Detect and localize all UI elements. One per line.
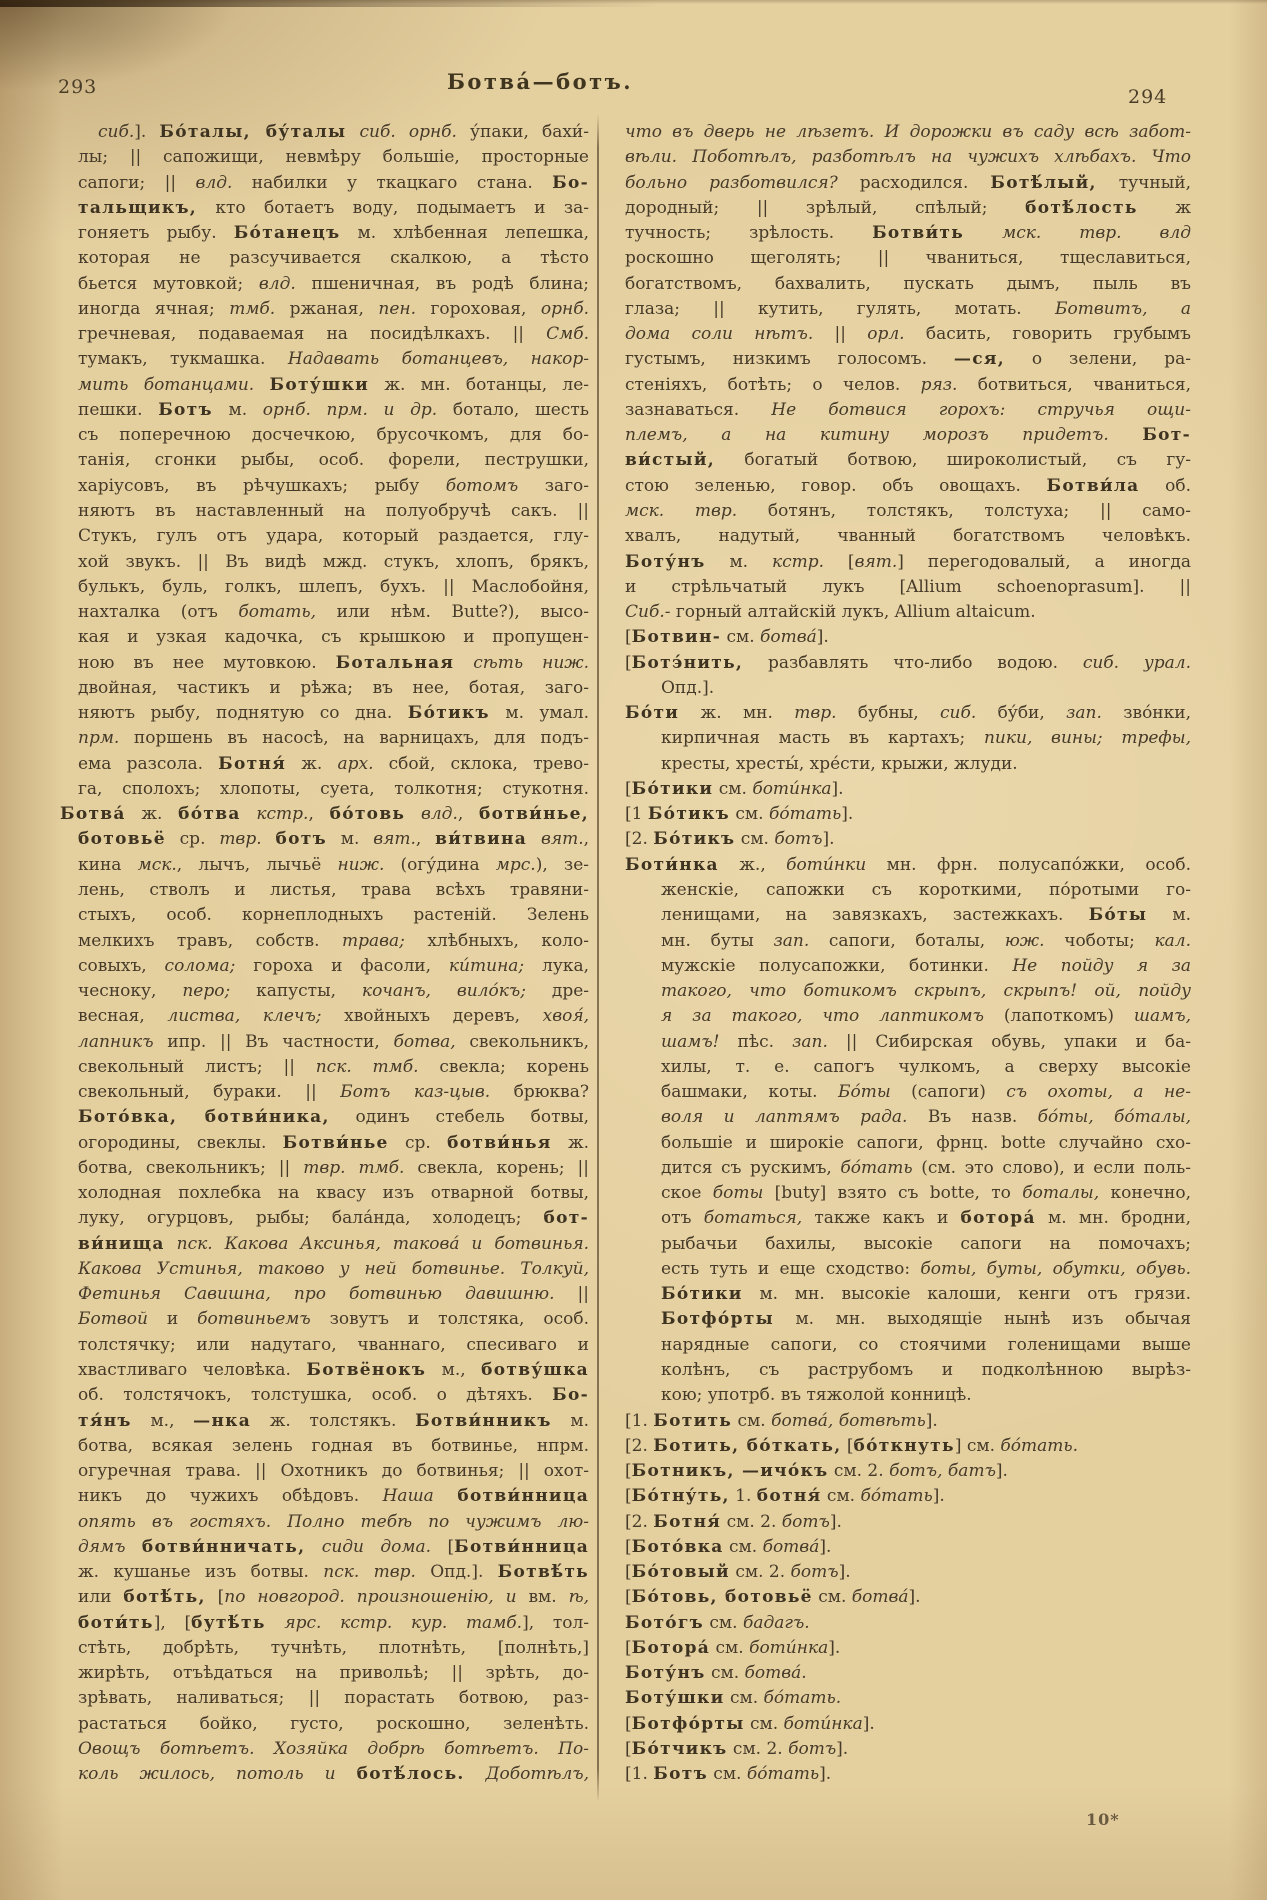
text-line: рыбачьи бахилы, высокіе сапоги на помочахъ; xyxy=(661,1233,1191,1254)
text-line: [Ботфо́рты см. боти́нка]. xyxy=(625,1713,875,1734)
text-line: [1. Ботъ см. бо́тать]. xyxy=(625,1764,832,1785)
text-line: Ботва́ ж. бо́тва кстр., бо́товь влд., ботви́нье, xyxy=(60,804,589,825)
text-line: дится съ рускимъ, бо́тать (см. это слово), и если поль- xyxy=(661,1157,1191,1178)
text-line: [Бото́вка см. ботва́]. xyxy=(625,1536,832,1557)
text-line: мн. буты зап. сапоги, боталы, юж. чоботы; кал. xyxy=(661,930,1191,951)
text-line: Ботфо́рты м. мн. выходящіе нынѣ изъ обычая xyxy=(661,1309,1191,1330)
text-line: Бо́ти ж. мн. твр. бубны, сиб. бу́би, зап. зво́нки, xyxy=(625,703,1191,724)
text-line: кою; употрб. въ тяжолой конницѣ. xyxy=(661,1385,972,1406)
text-line: кирпичная масть въ картахъ; пики, вины; трефы, xyxy=(661,728,1191,749)
text-line: об. толстячокъ, толстушка, особ. о дѣтяхъ. Бо- xyxy=(78,1385,589,1406)
text-line: тумакъ, тукмашка. Надавать ботанцевъ, накор- xyxy=(78,349,589,370)
text-line: зрѣвать, наливаться; || порастать ботвою, раз- xyxy=(78,1688,589,1709)
text-line: холодная похлебка на квасу изъ отварной ботвы, xyxy=(78,1183,589,1204)
column-divider-rule xyxy=(597,114,599,1802)
text-line: прм. поршень въ насосѣ, на варницахъ, для подъ- xyxy=(78,728,589,749)
text-line: танія, сгонки рыбы, особ. форели, пеструшки, xyxy=(78,450,589,471)
text-line: свекольный, бураки. || Ботъ каз-цыв. брюква? xyxy=(78,1082,589,1103)
text-line: Боту́нъ м. кстр. [вят.] перегодовалый, а иногда xyxy=(625,551,1191,572)
scan-edge-shade xyxy=(0,0,1267,4)
text-line: нарядные сапоги, со стоячими голенищами выше xyxy=(661,1334,1191,1355)
text-line: ви́стый, богатый ботвою, широколистый, съ гу- xyxy=(625,450,1191,471)
text-line: свекольный листъ; || пск. тмб. свекла; корень xyxy=(78,1056,589,1077)
text-line: никъ до чужихъ обѣдовъ. Наша ботви́нница xyxy=(78,1486,589,1507)
text-line: [2. Ботня́ см. 2. ботъ]. xyxy=(625,1511,842,1532)
text-line: Какова Устинья, таково у ней ботвинье. Толкуй, xyxy=(78,1258,589,1279)
right-column xyxy=(625,120,1191,1788)
text-line: вѣли. Поботѣлъ, разботѣлъ на чужихъ хлѣбахъ. Что xyxy=(625,147,1191,168)
text-line: растаться бойко, густо, роскошно, зеленѣть. xyxy=(78,1713,589,1734)
text-line: шамъ! пѣс. зап. || Сибирская обувь, упаки и ба- xyxy=(661,1031,1191,1052)
text-line: тучность; зрѣлость. Ботви́ть мск. твр. влд xyxy=(625,223,1191,244)
text-line: тя́нъ м., —нка ж. толстякъ. Ботви́нникъ м. xyxy=(78,1410,589,1431)
text-line: ема разсола. Ботня́ ж. арх. сбой, склока, трево- xyxy=(78,753,589,774)
text-line: хвастливаго человѣка. Ботвёнокъ м., ботву́шка xyxy=(78,1360,589,1381)
text-line: [2. Ботить, бо́ткать, [бо́ткнуть] см. бо́тать. xyxy=(625,1435,1079,1456)
text-line: совыхъ, солома; гороха и фасоли, ки́тина; лука, xyxy=(78,955,589,976)
text-line: [Ботэ́нить, разбавлять что-либо водою. сиб. урал. xyxy=(625,652,1191,673)
text-line: мужскіе полусапожки, ботинки. Не пойду я за xyxy=(661,955,1191,976)
text-line: Боти́нка ж., боти́нки мн. фрн. полусапо́жки, особ. xyxy=(625,854,1191,875)
text-line: га, сполохъ; хлопоты, суета, толкотня; стукотня. xyxy=(78,778,589,799)
text-line: Овощъ ботѣетъ. Хозяйка добрѣ ботѣетъ. По- xyxy=(78,1739,589,1759)
text-line: дородный; || зрѣлый, спѣлый; ботѣ́лость ж xyxy=(625,197,1191,218)
text-line: стеніяхъ, ботѣть; о челов. ряз. ботвиться, чваниться, xyxy=(625,374,1191,395)
text-line: племъ, а на китину морозъ придетъ. Бот- xyxy=(625,425,1191,446)
text-line: весная, листва, клечъ; хвойныхъ деревъ, хвоя́, xyxy=(78,1006,589,1027)
text-line: я за такого, что лаптикомъ (лапоткомъ) шамъ, xyxy=(661,1006,1191,1027)
text-line: [2. Бо́тикъ см. ботъ]. xyxy=(625,829,835,850)
text-line: Боту́шки см. бо́тать. xyxy=(625,1688,842,1709)
text-line: [Ботникъ, —ичо́къ см. 2. ботъ, батъ]. xyxy=(625,1461,1008,1482)
text-line: Ботвой и ботвиньемъ зовутъ и толстяка, особ. xyxy=(78,1309,589,1330)
text-line: ботва, свекольникъ; || твр. тмб. свекла, корень; || xyxy=(78,1157,589,1178)
text-line: роскошно щеголять; || чваниться, тщеславиться, xyxy=(625,248,1191,269)
text-line: толстячку; или надутаго, чваннаго, спесиваго и xyxy=(78,1334,589,1355)
text-line: боти́ть], [бутѣ́ть ярс. кстр. кур. тамб.], тол- xyxy=(78,1612,589,1633)
text-line: больно разботвился? расходился. Ботѣ́лый, тучный, xyxy=(625,172,1191,193)
text-line: богатствомъ, бахвалить, пускать дымъ, пыль въ xyxy=(625,273,1191,294)
text-line: пешки. Ботъ м. орнб. прм. и др. ботало, шесть xyxy=(78,399,589,420)
text-line: которая не разсучивается скалкою, а тѣсто xyxy=(78,248,589,269)
text-line: огуречная трава. || Охотникъ до ботвинья; || охот- xyxy=(78,1461,589,1482)
running-head-title: Ботва́—ботъ. xyxy=(446,69,634,94)
text-line: или ботѣ́ть, [по новгород. произношенію, и вм. ѣ, xyxy=(78,1587,589,1608)
text-line: коль жилось, потоль и ботѣ́лось. Доботѣлъ, xyxy=(78,1764,589,1785)
text-line: харіусовъ, въ рѣчушкахъ; рыбу ботомъ заго- xyxy=(78,475,589,496)
text-line: отъ ботаться, также какъ и ботора́ м. мн. бродни, xyxy=(661,1208,1191,1229)
printer-signature-mark: 10* xyxy=(1086,1810,1120,1829)
text-line: стѣть, добрѣть, тучнѣть, плотнѣть, [полнѣть,] xyxy=(78,1637,589,1658)
text-line: двойная, частикъ и рѣжа; въ нее, ботая, заго- xyxy=(78,677,589,698)
text-line: сиб.]. Бо́талы, бу́талы сиб. орнб. у́паки, бахи́- xyxy=(98,122,589,142)
text-line: кая и узкая кадочка, съ крышкою и пропущен- xyxy=(78,627,589,648)
text-line: опять въ гостяхъ. Полно тебѣ по чужимъ лю- xyxy=(78,1511,589,1532)
text-line: стою зеленью, говор. объ овощахъ. Ботви́ла об. xyxy=(625,475,1191,496)
text-line: [Бо́товый см. 2. ботъ]. xyxy=(625,1562,851,1583)
text-line: есть туть и еще сходство: боты, буты, обутки, обувь. xyxy=(661,1258,1191,1279)
text-line: [Бо́тики см. боти́нка]. xyxy=(625,778,844,799)
text-line: Стукъ, гулъ отъ удара, который раздается, глу- xyxy=(78,526,589,547)
text-line: кина мск., лычъ, лычьё ниж. (огу́дина мрс.), зе- xyxy=(78,854,589,875)
text-line: [Бо́товь, ботовьё см. ботва́]. xyxy=(625,1587,921,1608)
text-line: сапоги; || влд. набилки у ткацкаго стана. Бо- xyxy=(78,172,589,193)
text-line: дямъ ботви́нничать, сиди дома. [Ботви́нница xyxy=(78,1536,589,1557)
text-line: гречневая, подаваемая на посидѣлкахъ. || Смб. xyxy=(78,324,589,345)
text-line: мск. твр. ботянъ, толстякъ, толстуха; || само- xyxy=(625,500,1191,521)
text-line: дома соли нѣтъ. || орл. басить, говорить грубымъ xyxy=(625,324,1191,345)
text-line: тальщикъ, кто ботаетъ воду, подымаетъ и за- xyxy=(78,197,589,218)
text-line: кресты, хресты́, хре́сти, крыжи, жлуди. xyxy=(661,753,1018,774)
page-number-left: 293 xyxy=(58,76,98,98)
text-line: ботовьё ср. твр. ботъ м. вят., ви́твина вят., xyxy=(78,829,589,850)
text-line: ною въ нее мутовкою. Ботальная сѣть ниж. xyxy=(78,652,589,673)
text-line: луку, огурцовъ, рыбы; бала́нда, холодецъ; бот- xyxy=(78,1208,589,1229)
text-line: [Ботора́ см. боти́нка]. xyxy=(625,1637,841,1658)
text-line: воля и лаптямъ рада. Въ назв. бо́ты, бо́талы, xyxy=(661,1107,1191,1128)
text-line: ви́нища пск. Какова Аксинья, такова́ и ботвинья. xyxy=(78,1233,589,1254)
text-line: Сиб.- горный алтайскій лукъ, Allium altaicum. xyxy=(625,602,1036,623)
text-line: съ поперечною досчечкою, брусочкомъ, для бо- xyxy=(78,425,589,446)
text-line: хилы, т. е. сапогъ чулкомъ, а сверху высокіе xyxy=(661,1056,1191,1077)
text-line: башмаки, коты. Бо́ты (сапоги) съ охоты, а не- xyxy=(661,1082,1191,1103)
text-line: бьется мутовкой; влд. пшеничная, въ родѣ блина; xyxy=(78,273,589,294)
text-line: ленищами, на завязкахъ, застежкахъ. Бо́ты м. xyxy=(661,905,1191,926)
text-line: большіе и широкіе сапоги, фрнц. botte случайно схо- xyxy=(661,1132,1191,1153)
text-line: чесноку, перо; капусты, кочанъ, вило́къ; дре- xyxy=(78,981,589,1002)
text-line: Опд.]. xyxy=(661,677,715,698)
text-line: глаза; || кутить, гулять, мотать. Ботвитъ, а xyxy=(625,298,1191,319)
text-line: булькъ, буль, голкъ, шлепъ, бухъ. || Маслобойня, xyxy=(78,576,589,597)
text-line: Бото́гъ см. бадагъ. xyxy=(625,1612,810,1633)
text-line: Боту́нъ см. ботва́. xyxy=(625,1663,807,1684)
text-line: густымъ, низкимъ голосомъ. —ся, о зелени, ра- xyxy=(625,349,1191,370)
text-line: няютъ въ наставленный на полуобручѣ сакъ. || xyxy=(78,500,589,521)
text-line: [Ботвин- см. ботва́]. xyxy=(625,627,829,648)
text-line: жирѣть, отъѣдаться на привольѣ; || зрѣть, до- xyxy=(78,1663,589,1684)
text-line: Фетинья Савишна, про ботвинью давишню. || xyxy=(78,1284,589,1305)
left-column xyxy=(60,120,589,1788)
text-line: женскіе, сапожки съ короткими, по́ротыми го- xyxy=(661,879,1191,900)
text-line: Бо́тики м. мн. высокіе калоши, кенги отъ грязи. xyxy=(661,1284,1191,1305)
text-line: стыхъ, особ. корнеплодныхъ растеній. Зелень xyxy=(78,905,589,926)
text-line: лень, стволъ и листья, трава всѣхъ травяни- xyxy=(78,879,589,900)
text-line: гоняетъ рыбу. Бо́танецъ м. хлѣбенная лепешка, xyxy=(78,223,589,244)
text-line: иногда ячная; тмб. ржаная, пен. гороховая, орнб. xyxy=(78,298,589,319)
text-line: ское боты [buty] взято съ botte, то боталы, конечно, xyxy=(661,1183,1191,1204)
text-line: ботва, всякая зелень годная въ ботвинье, нпрм. xyxy=(78,1435,589,1456)
text-line: Бото́вка, ботви́ника, одинъ стебель ботвы, xyxy=(78,1107,589,1128)
page-number-right: 294 xyxy=(1128,86,1168,108)
text-line: колѣнъ, съ раструбомъ и подколѣнною вырѣз- xyxy=(661,1360,1191,1381)
text-line: [1 Бо́тикъ см. бо́тать]. xyxy=(625,804,854,825)
text-line: [Бо́тчикъ см. 2. ботъ]. xyxy=(625,1739,849,1759)
text-line: огородины, свеклы. Ботви́нье ср. ботви́нья ж. xyxy=(78,1132,589,1153)
text-line: лапникъ ипр. || Въ частности, ботва, свекольникъ, xyxy=(78,1031,589,1052)
text-line: мить ботанцами. Боту́шки ж. мн. ботанцы, ле- xyxy=(78,374,589,395)
text-line: что въ дверь не лѣзетъ. И дорожки въ саду всѣ забот- xyxy=(625,122,1191,142)
text-line: ж. кушанье изъ ботвы. пск. твр. Опд.]. Ботвѣ́ть xyxy=(78,1562,589,1583)
text-line: [Бо́тну́ть, 1. ботня́ см. бо́тать]. xyxy=(625,1486,945,1507)
text-line: хой звукъ. || Въ видѣ мжд. стукъ, хлопъ, брякъ, xyxy=(78,551,589,572)
text-line: зазнаваться. Не ботвися горохъ: стручья ощи- xyxy=(625,399,1191,420)
text-line: [1. Ботить см. ботва́, ботвѣть]. xyxy=(625,1410,938,1431)
text-line: и стрѣльчатый лукъ [Allium schoenoprasum]. || xyxy=(625,576,1191,597)
text-line: мелкихъ травъ, собств. трава; хлѣбныхъ, коло- xyxy=(78,930,589,951)
text-line: нахталка (отъ ботать, или нѣм. Butte?), высо- xyxy=(78,602,589,623)
text-line: лы; || сапожищи, невмѣру большіе, просторные xyxy=(78,147,589,168)
text-line: такого, что ботикомъ скрыпъ, скрыпъ! ой, пойду xyxy=(661,981,1191,1002)
text-line: хвалъ, надутый, чванный богатствомъ человѣкъ. xyxy=(625,526,1191,547)
text-line: няютъ рыбу, поднятую со дна. Бо́тикъ м. умал. xyxy=(78,703,589,724)
